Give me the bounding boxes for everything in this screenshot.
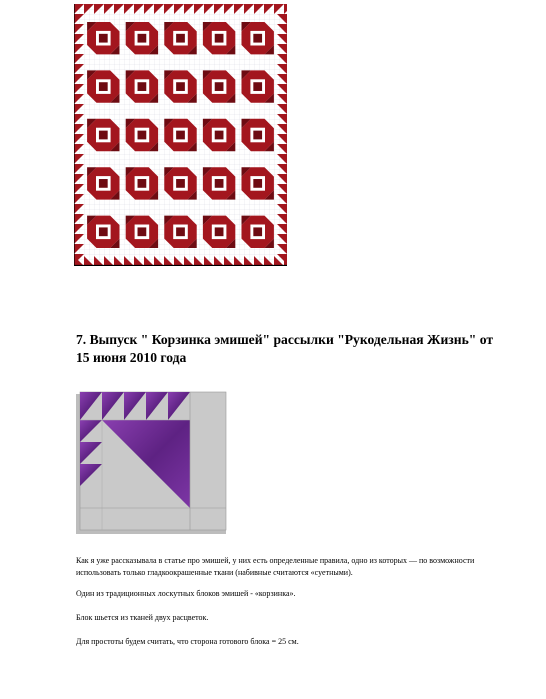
paragraph-two-fabrics: Блок шьется из тканей двух расцветок. [76,613,209,622]
basket-block-image [72,390,232,540]
paragraph-block-size: Для простоты будем считать, что сторона готового блока = 25 см. [76,637,299,646]
paragraph-amish-rules: Как я уже рассказывала в статье про эмишей, у них есть определенные правила, одно из которых — по возможности использовать только гладкоокрашенные ткани (набивные считаются «суетными). [76,556,475,577]
section-heading: 7. Выпуск " Корзинка эмишей" рассылки "Рукодельная Жизнь" от 15 июня 2010 года [76,332,494,365]
paragraph-basket-block: Один из традиционных лоскутных блоков эмишей - «корзинка». [76,589,296,598]
quilt-pattern-image [74,4,287,266]
